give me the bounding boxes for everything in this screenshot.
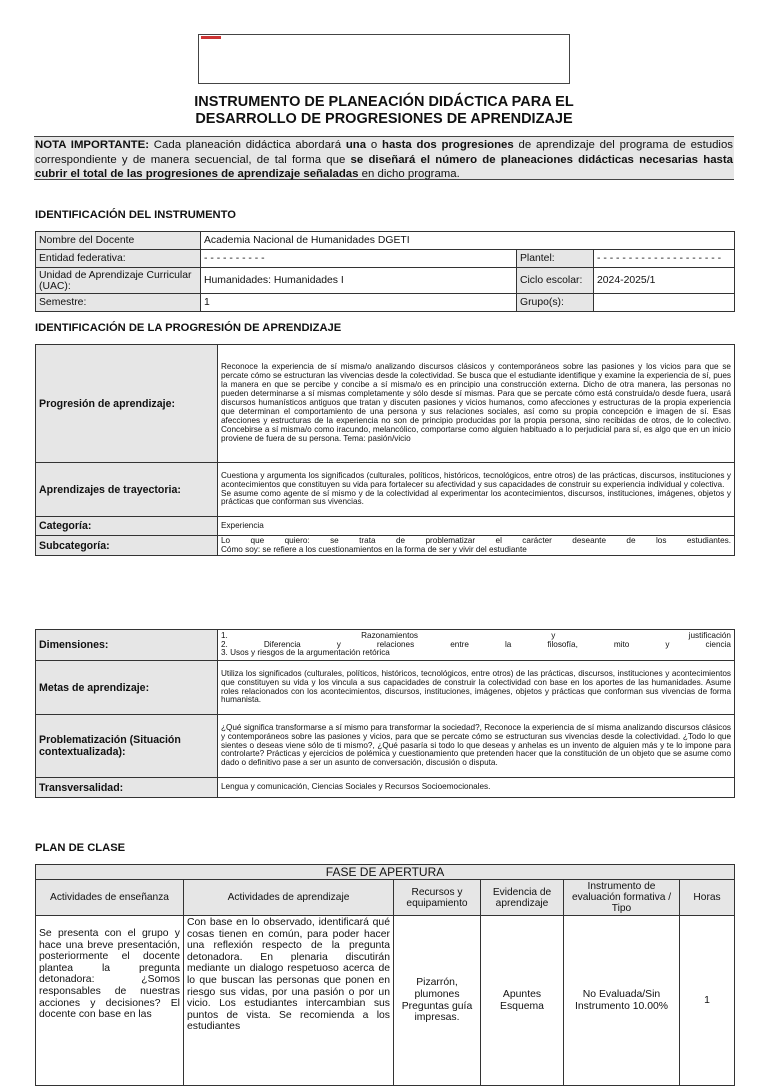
table-row (36, 250, 735, 268)
semestre-label: Semestre: (36, 294, 201, 312)
table-row (36, 880, 735, 916)
plan-table (35, 864, 735, 1086)
table-row (36, 232, 735, 250)
nota-bold-1: una (345, 139, 367, 151)
docente-value: Academia Nacional de Humanidades DGETI (201, 232, 735, 250)
nota-text-4: en dicho programa. (358, 168, 460, 180)
ciclo-value: 2024-2025/1 (594, 268, 735, 294)
recursos-value: Pizarrón, plumones Preguntas guía impresas. (394, 916, 481, 1086)
table-row (36, 916, 735, 1086)
grupo-label: Grupo(s): (517, 294, 594, 312)
table-row (36, 661, 735, 715)
transversalidad-value: Lengua y comunicación, Ciencias Sociales y Recursos Socioemocionales. (218, 778, 735, 798)
entidad-value: - - - - - - - - - - (201, 250, 517, 268)
table-row (36, 865, 735, 880)
categoria-value: Experiencia (218, 517, 735, 536)
col-header-instrumento: Instrumento de evaluación formativa / Tipo (564, 880, 680, 916)
dimension-item-2: 2. Diferencia y relaciones entre la filosofía, mito y ciencia (221, 639, 731, 649)
table-row (36, 268, 735, 294)
progresion-value: Reconoce la experiencia de sí misma/o analizando discursos clásicos y contemporáneos sobre las pasiones y los vicios para que se percate cómo se estructuran las vivencias desde la colectividad. Se busca que el estudiante identifique y examine la experiencia de sí, pues la manera en que se percibe y concibe a sí misma/o es en principio una construcción externa. Dicho de otra manera, las personas no pueden determinarse a sí mismas completamente y sólo desde sí mismas. Para que se percate cómo está construida/o desde fuera, usará discursos humanísticos antiguos que tratan y discuten pasiones y vicios humanos, como afecciones y estructuras de la propia experiencia que determinan el comportamiento de una persona y sus relaciones sociales, así como su propia concepción e imagen de sí. Esas afecciones y estructuras de la experiencia no son de principio producidas por la propia persona, sino recibidas de otros, de lo colectivo. Concebirse a sí misma/o como iracundo, melancólico, comportarse como alguien habituado a lo perjudicial para sí, es algo que en un inicio proviene de fuera de su persona. Tema: pasión/vicio (218, 345, 735, 463)
table-row (36, 463, 735, 517)
subcategoria-label: Subcategoría: (36, 536, 218, 556)
section-heading-instrumento: IDENTIFICACIÓN DEL INSTRUMENTO (35, 209, 236, 221)
uac-label: Unidad de Aprendizaje Curricular (UAC): (36, 268, 201, 294)
title-line-1: INSTRUMENTO DE PLANEACIÓN DIDÁCTICA PARA EL (194, 94, 574, 110)
instrument-table (35, 231, 735, 312)
nota-text-3: de aprendizaje del programa de estudios correspondiente y de manera secuencial, de tal forma que (35, 139, 733, 166)
table-row (36, 778, 735, 798)
entidad-label: Entidad federativa: (36, 250, 201, 268)
trayectoria-label: Aprendizajes de trayectoria: (36, 463, 218, 517)
section-heading-plan: PLAN DE CLASE (35, 842, 126, 854)
nota-label: NOTA IMPORTANTE: (35, 139, 150, 151)
progresion-table (35, 344, 735, 556)
subcategoria-value (218, 536, 735, 556)
table-row (36, 630, 735, 661)
table-row (36, 715, 735, 778)
nota-bold-3: se diseñará el número de planeaciones didácticas necesarias hasta cubrir el total de las progresiones de aprendizaje señaladas (35, 153, 733, 180)
table-row (36, 517, 735, 536)
table-row (36, 294, 735, 312)
logo-box (198, 34, 570, 84)
problematizacion-label: Problematización (Situación contextualizada): (36, 715, 218, 778)
trayectoria-paragraph-2: Se asume como agente de sí mismo y de la colectividad al experimentar los acontecimientos, discursos, instituciones, imágenes, objetos y prácticas que conforman sus vivencias. (221, 488, 731, 507)
section-heading-progresion: IDENTIFICACIÓN DE LA PROGRESIÓN DE APRENDIZAJE (35, 322, 342, 334)
col-header-recursos: Recursos y equipamiento (394, 880, 481, 916)
evidencia-value: Apuntes Esquema (481, 916, 564, 1086)
nota-text-1: Cada planeación didáctica abordará (149, 139, 346, 151)
phase-title: FASE DE APERTURA (36, 865, 735, 880)
categoria-label: Categoría: (36, 517, 218, 536)
metas-value: Utiliza los significados (culturales, políticos, históricos, tecnológicos, entre otros) de las prácticas, discursos, instituciones y acontecimientos que constituyen su vida y los vincula a sus capacidades de construir la colectividad con base en los aportes de las humanidades. Asume roles relacionados con los acontecimientos, discursos, instituciones, imágenes, objetos y prácticas que conforman sus vivencias de forma humanista. (218, 661, 735, 715)
col-header-evidencia: Evidencia de aprendizaje (481, 880, 564, 916)
metas-label: Metas de aprendizaje: (36, 661, 218, 715)
instrumento-value: No Evaluada/Sin Instrumento 10.00% (564, 916, 680, 1086)
plantel-label: Plantel: (517, 250, 594, 268)
ciclo-label: Ciclo escolar: (517, 268, 594, 294)
subcategoria-line-1: Lo que quiero: se trata de problematizar el carácter deseante de los estudiantes. (221, 535, 731, 545)
progresion-label: Progresión de aprendizaje: (36, 345, 218, 463)
semestre-value: 1 (201, 294, 517, 312)
table-row (36, 345, 735, 463)
col-header-ensenanza: Actividades de enseñanza (36, 880, 184, 916)
subcategoria-line-2: Cómo soy: se refiere a los cuestionamientos en la forma de ser y vivir del estudiante (221, 544, 527, 554)
dimension-item-3: 3. Usos y riesgos de la argumentación retórica (221, 648, 390, 658)
logo-mark (201, 36, 221, 39)
table-row (36, 536, 735, 556)
transversalidad-label: Transversalidad: (36, 778, 218, 798)
docente-label: Nombre del Docente (36, 232, 201, 250)
col-header-aprendizaje: Actividades de aprendizaje (184, 880, 394, 916)
trayectoria-value (218, 463, 735, 517)
nota-bold-2: hasta dos progresiones (381, 139, 514, 151)
trayectoria-paragraph-1: Cuestiona y argumenta los significados (culturales, políticos, históricos, tecnológicos, entre otros) de las prácticas, discursos, instituciones y acontecimientos que constituyen su vida para fortalecer su afectividad y sus capacidades de construir su experiencia individual y colectiva. (221, 470, 731, 489)
plantel-value: - - - - - - - - - - - - - - - - - - - - (594, 250, 735, 268)
horas-value: 1 (680, 916, 735, 1086)
actividad-ensenanza: Se presenta con el grupo y hace una breve presentación, posteriormente el docente plantea la pregunta detonadora: ¿Somos responsables de nuestras acciones y decisiones? El docente con base en las (36, 916, 184, 1086)
dimensiones-table (35, 629, 735, 798)
actividad-aprendizaje: Con base en lo observado, identificará qué cosas tienen en común, para poder hacer una reflexión respecto de la pregunta detonadora. En plenaria discutirán mediante un dialogo respetuoso acerca de lo que buscan las personas que ponen en riesgo sus vidas, por una pasión o por un vicio. Los estudiantes intercambian sus puntos de vista. Se recomienda a los estudiantes (184, 916, 394, 1086)
col-header-horas: Horas (680, 880, 735, 916)
page-title (0, 94, 768, 128)
grupo-value (594, 294, 735, 312)
dimensiones-value (218, 630, 735, 661)
title-line-2: DESARROLLO DE PROGRESIONES DE APRENDIZAJE (195, 111, 573, 127)
problematizacion-value: ¿Qué significa transformarse a sí mismo para transformar la sociedad?, Reconoce la experiencia de sí misma analizando discursos clásicos y contemporáneos sobre las pasiones y vicios, para que se percate cómo se estructuran sus vivencias desde la colectividad. ¿Todo lo que sientes o deseas viene sólo de ti mismo?, ¿Qué pasaría si todo lo que deseas y anhelas es un invento de alguien más y te lo impone para controlarte? Prácticas y ejercicios de polémica y cuestionamiento que pretenden hacer que la constitución de un objeto que se asume como dado o definitivo pase a ser un asunto de conversación, discusión o disputa. (218, 715, 735, 778)
nota-text-2: o (366, 139, 382, 151)
nota-importante (34, 136, 734, 180)
dimensiones-label: Dimensiones: (36, 630, 218, 661)
uac-value: Humanidades: Humanidades I (201, 268, 517, 294)
dimension-item-1: 1. Razonamientos y justificación (221, 630, 731, 640)
